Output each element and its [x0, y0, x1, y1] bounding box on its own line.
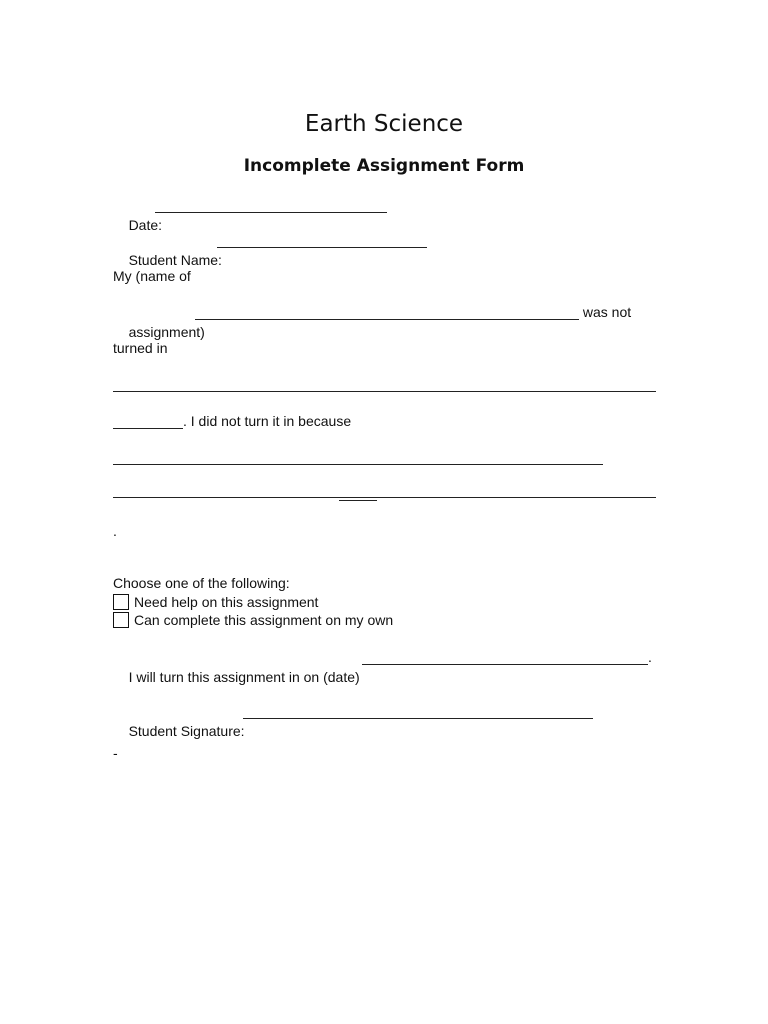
- date-field[interactable]: [155, 212, 387, 213]
- choice-option-complete-own[interactable]: [113, 611, 393, 629]
- checkbox-need-help[interactable]: [113, 594, 129, 610]
- date-label: Date:: [128, 217, 163, 233]
- trailing-mark: -: [113, 745, 118, 761]
- signature-field[interactable]: [243, 718, 593, 719]
- turn-in-date-row: [113, 647, 360, 707]
- turn-in-date-period: .: [648, 649, 652, 665]
- student-name-field[interactable]: [217, 247, 427, 248]
- page-title: Earth Science: [304, 111, 464, 137]
- assignment-name-field[interactable]: [195, 319, 579, 320]
- reason-period: .: [113, 523, 117, 539]
- assignment-line-1: My (name of: [113, 268, 191, 284]
- reason-field-underline-accent: [339, 500, 377, 501]
- turn-in-date-field[interactable]: [362, 664, 648, 665]
- turned-in-field[interactable]: [113, 391, 656, 392]
- reason-field-line-1[interactable]: [113, 464, 603, 465]
- assignment-label: assignment): [128, 324, 205, 340]
- choice-heading: Choose one of the following:: [113, 575, 290, 591]
- choice-option-label: Need help on this assignment: [134, 594, 319, 610]
- signature-row: [113, 701, 245, 761]
- reason-field-line-2[interactable]: [113, 497, 656, 498]
- reason-intro-text: . I did not turn it in because: [183, 413, 352, 429]
- signature-label: Student Signature:: [128, 723, 245, 739]
- was-not-text: was not: [579, 304, 632, 320]
- checkbox-complete-own[interactable]: [113, 612, 129, 628]
- form-subtitle: Incomplete Assignment Form: [243, 156, 525, 176]
- turn-in-date-label: I will turn this assignment in on (date): [128, 669, 360, 685]
- student-name-label: Student Name:: [128, 252, 222, 268]
- assignment-line-3: turned in: [113, 340, 168, 356]
- choice-option-need-help[interactable]: [113, 593, 318, 611]
- turned-in-field-end[interactable]: [113, 428, 183, 429]
- choice-option-label: Can complete this assignment on my own: [134, 612, 394, 628]
